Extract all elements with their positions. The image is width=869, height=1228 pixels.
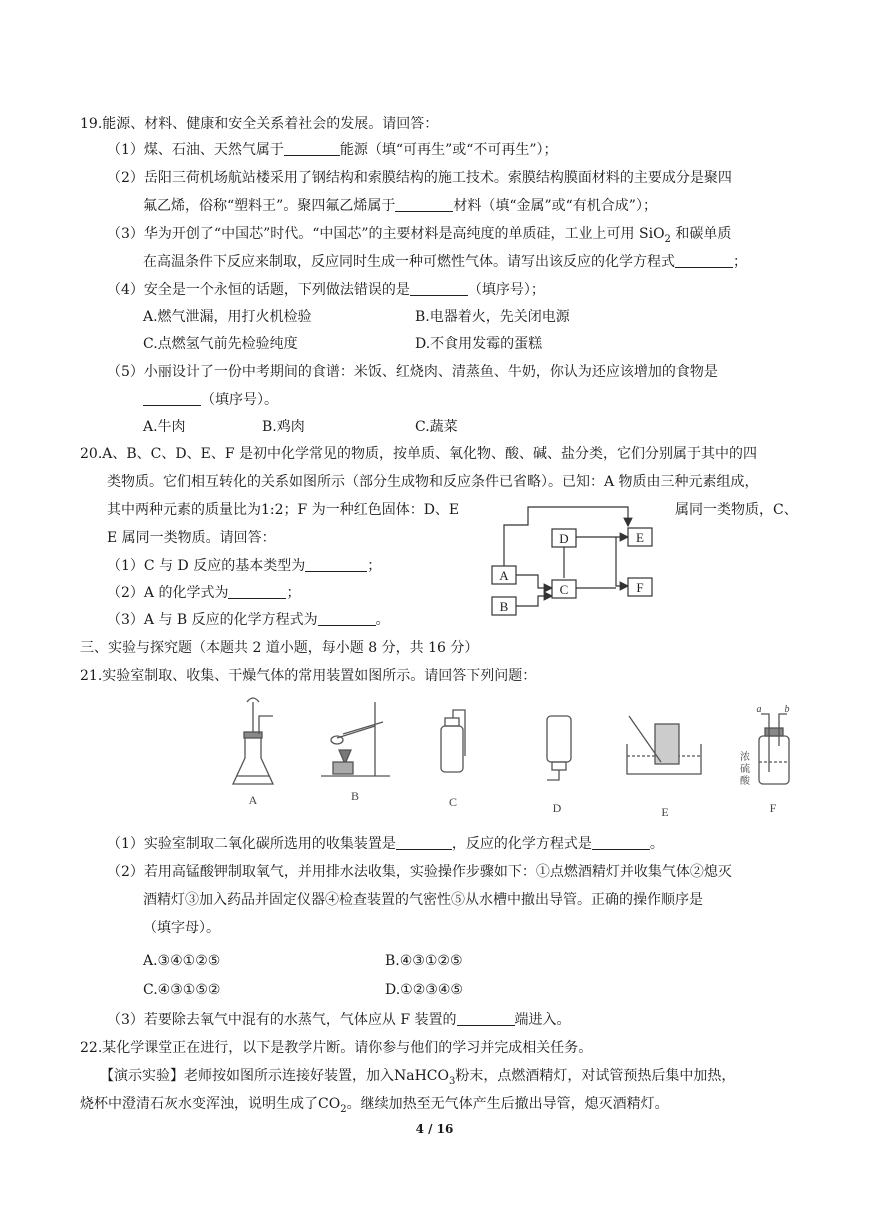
q19-part1-text-a: （1）煤、石油、天然气属于	[107, 142, 284, 158]
q21-option-b[interactable]: B.④③①②⑤	[385, 953, 463, 969]
q19-part5-line1: （5）小丽设计了一份中考期间的食谱：米饭、红烧肉、清蒸鱼、牛奶，你认为还应该增加的食物是	[107, 364, 718, 380]
q19-part2-text-a: 氟乙烯，俗称“塑料王”。聚四氟乙烯属于	[143, 198, 396, 214]
q22-line1	[100, 1066, 735, 1092]
q19-option-b[interactable]: B.电器着火，先关闭电源	[415, 309, 570, 325]
q19-option-a[interactable]: A.燃气泄漏，用打火机检验	[143, 309, 312, 325]
formula-text: NaHCO	[394, 1068, 449, 1084]
q19-part4-text-a: （4）安全是一个永恒的话题，下列做法错误的是	[107, 282, 410, 298]
q21-stem: 21.实验室制取、收集、干燥气体的常用装置如图所示。请回答下列问题：	[80, 668, 537, 684]
apparatus-label: A	[248, 793, 258, 807]
q19-part5-text: （填序号）。	[201, 392, 278, 408]
q19-option-d[interactable]: D.不食用发霉的蛋糕	[415, 336, 543, 352]
q19-food-option-b[interactable]: B.鸡肉	[262, 419, 305, 435]
q19-option-c[interactable]: C.点燃氢气前先检验纯度	[143, 336, 298, 352]
q19-part3-line2	[143, 252, 747, 272]
q19-part4-text-b: （填序号）；	[467, 282, 545, 298]
q19-part3-text-b: 和碳单质	[675, 226, 732, 242]
formula-text: CO	[318, 1096, 341, 1112]
period: 。	[649, 836, 664, 852]
apparatus-f-acid-label: 硫	[740, 764, 750, 775]
answer-blank[interactable]	[318, 611, 376, 626]
q21-apparatus-figure	[225, 696, 805, 820]
q20-part3	[107, 610, 390, 630]
diagram-label: B	[499, 599, 509, 614]
q19-part2-line2	[143, 196, 657, 216]
q22-line1-text-b: 粉末，点燃酒精灯，对试管预热后集中加热，	[455, 1068, 736, 1084]
q20-part1	[107, 556, 381, 576]
diagram-label: A	[499, 568, 509, 583]
apparatus-f-acid-label: 酸	[740, 776, 750, 787]
apparatus-f-washbottle	[759, 714, 789, 784]
answer-blank[interactable]	[143, 391, 201, 406]
formula-sio2	[639, 226, 671, 245]
q21-part2-line1: （2）若用高锰酸钾制取氧气，并用排水法收集，实验操作步骤如下：①点燃酒精灯并收集气体②熄灭	[107, 864, 732, 880]
formula-subscript: 2	[340, 1103, 347, 1115]
q19-part3-text-a: （3）华为开创了“中国芯”时代。“中国芯”的主要材料是高纯度的单质硅，工业上可用	[107, 226, 635, 242]
q19-part4	[107, 280, 545, 300]
q21-part3-text-b: 端进入。	[514, 1012, 571, 1028]
formula-text: SiO	[639, 226, 665, 242]
semicolon: ；	[367, 558, 382, 574]
formula-subscript: 2	[664, 233, 671, 245]
apparatus-label: B	[350, 789, 360, 803]
q22-stem: 22.某化学课堂正在进行，以下是教学片断。请你参与他们的学习并完成相关任务。	[80, 1040, 593, 1056]
apparatus-f-port-b: b	[784, 704, 790, 715]
q21-option-d[interactable]: D.①②③④⑤	[385, 982, 463, 998]
semicolon: ；	[286, 585, 301, 601]
semicolon: ；	[733, 254, 747, 270]
section-heading: 三、实验与探究题（本题共 2 道小题，每小题 8 分，共 16 分）	[80, 640, 479, 656]
diagram-label: E	[636, 530, 644, 545]
q21-option-a[interactable]: A.③④①②⑤	[143, 953, 221, 969]
answer-blank[interactable]	[675, 253, 733, 268]
q22-line2-text-b: 。继续加热至无气体产生后撤出导管，熄灭酒精灯。	[346, 1096, 669, 1112]
answer-blank[interactable]	[228, 584, 286, 599]
q19-part3-text-c: 在高温条件下反应来制取，反应同时生成一种可燃性气体。请写出该反应的化学方程式	[143, 254, 675, 270]
apparatus-label: E	[661, 805, 669, 819]
formula-co2	[318, 1096, 347, 1115]
q20-line3a: 其中两种元素的质量比为1:2；F 为一种红色固体：D、E	[107, 502, 460, 518]
page-number: 4 / 16	[415, 1122, 454, 1136]
q22-line2-text-a: 烧杯中澄清石灰水变浑浊，说明生成了	[80, 1096, 318, 1112]
q21-part2-line2: 酒精灯③加入药品并固定仪器④检查装置的气密性⑤从水槽中撤出导管。正确的操作顺序是	[143, 892, 703, 908]
q21-part1	[107, 834, 664, 854]
q20-relation-diagram	[488, 500, 668, 620]
diagram-label: F	[636, 580, 644, 595]
q19-part2-line1: （2）岳阳三荷机场航站楼采用了钢结构和索膜结构的施工技术。索膜结构膜面材料的主要成分是聚四	[107, 170, 732, 186]
diagram-label: C	[559, 582, 569, 597]
q20-line4: E 属同一类物质。请回答：	[107, 530, 276, 546]
formula-subscript: 3	[449, 1075, 456, 1087]
apparatus-label: F	[769, 801, 777, 815]
answer-blank[interactable]	[396, 835, 452, 850]
q19-part2-text-b: 材料（填“金属”或“有机合成”）；	[453, 198, 657, 214]
q20-line3b: 属同一类物质，C、	[675, 502, 798, 518]
q20-part2-text: （2）A 的化学式为	[107, 585, 229, 601]
q21-part1-text-b: ，反应的化学方程式是	[451, 836, 592, 852]
formula-nahco3	[394, 1068, 456, 1087]
q21-part3-text-a: （3）若要除去氧气中混有的水蒸气，气体应从 F 装置的	[107, 1012, 457, 1028]
q19-part5-line2	[143, 390, 278, 410]
apparatus-a-flask	[233, 698, 273, 784]
apparatus-e-trough	[627, 716, 701, 774]
q20-part2	[107, 583, 300, 603]
answer-blank[interactable]	[305, 557, 367, 572]
apparatus-f-port-a: a	[756, 704, 762, 715]
q19-food-option-c[interactable]: C.蔬菜	[415, 419, 458, 435]
answer-blank[interactable]	[592, 835, 650, 850]
q20-line1: 20.A、B、C、D、E、F 是初中化学常见的物质，按单质、氧化物、酸、碱、盐分类，它们分别属于其中的四	[80, 446, 757, 462]
answer-blank[interactable]	[410, 281, 468, 296]
answer-blank[interactable]	[457, 1011, 515, 1026]
answer-blank[interactable]	[284, 141, 340, 156]
apparatus-b-stand	[321, 702, 390, 776]
apparatus-f-acid-label: 浓	[740, 752, 750, 763]
q19-part1-text-b: 能源（填“可再生”或“不可再生”）；	[339, 142, 558, 158]
q21-part2-line3: （填字母）。	[143, 920, 220, 936]
apparatus-label: C	[448, 795, 458, 809]
q20-part3-text: （3）A 与 B 反应的化学方程式为	[107, 612, 318, 628]
apparatus-label: D	[552, 801, 562, 815]
period: 。	[375, 612, 390, 628]
answer-blank[interactable]	[395, 197, 453, 212]
q19-stem: 19.能源、材料、健康和安全关系着社会的发展。请回答：	[80, 116, 439, 132]
q20-part1-text: （1）C 与 D 反应的基本类型为	[107, 558, 306, 574]
q22-line2	[80, 1094, 669, 1120]
q22-line1-text-a: 【演示实验】老师按如图所示连接好装置，加入	[100, 1068, 394, 1084]
q21-part3	[107, 1010, 571, 1030]
q20-line2: 类物质。它们相互转化的关系如图所示（部分生成物和反应条件已省略）。已知：A 物质由三种元素组成，	[107, 474, 759, 490]
q21-option-c[interactable]: C.④③①⑤②	[143, 982, 221, 998]
apparatus-d-bottle	[547, 716, 571, 780]
apparatus-c-bottle	[441, 710, 465, 772]
q19-part1	[107, 140, 558, 160]
q19-part3-line1	[107, 224, 731, 250]
diagram-label: D	[559, 531, 569, 546]
q21-part1-text-a: （1）实验室制取二氧化碳所选用的收集装置是	[107, 836, 396, 852]
q19-food-option-a[interactable]: A.牛肉	[143, 419, 186, 435]
